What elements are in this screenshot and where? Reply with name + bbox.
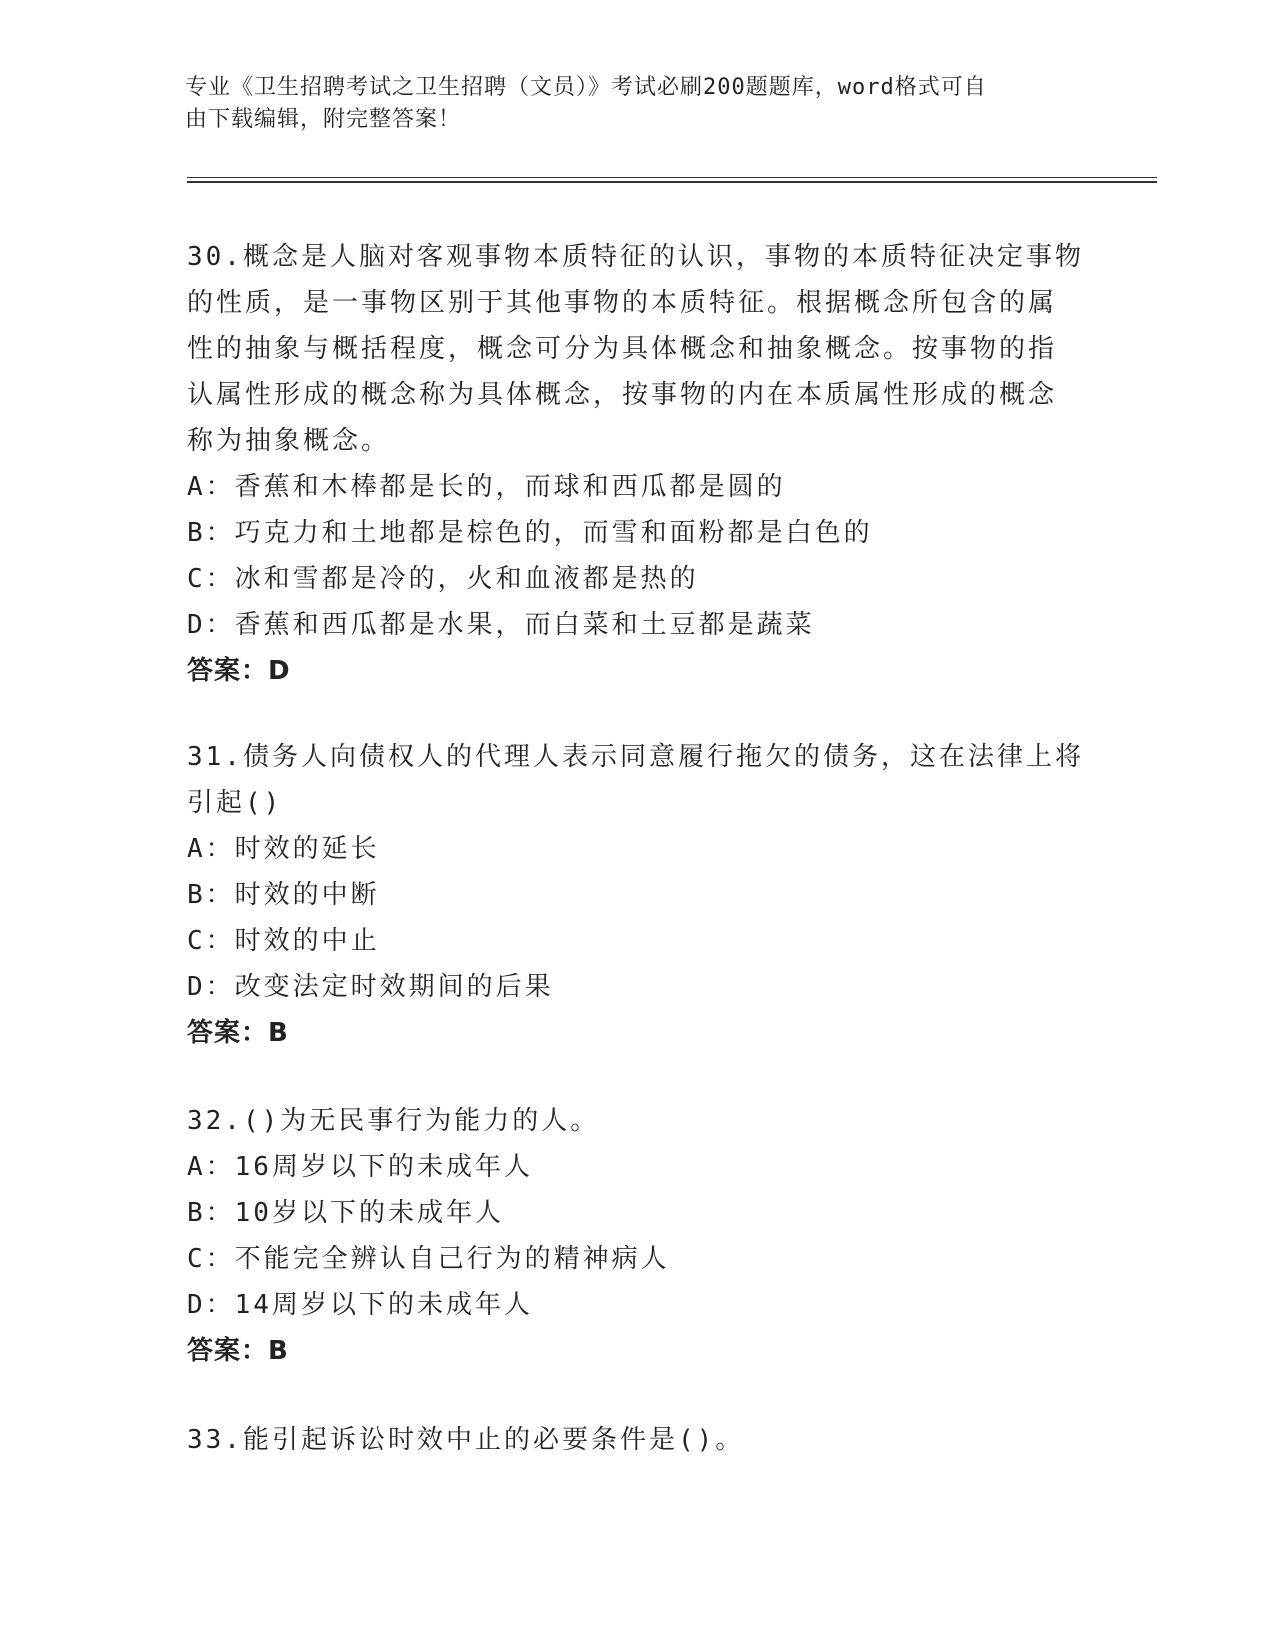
question-stem-line: 32.()为无民事行为能力的人。 <box>187 1106 600 1136</box>
option-c: C：时效的中止 <box>187 926 380 956</box>
option-b: B：10岁以下的未成年人 <box>187 1198 504 1228</box>
option-d: D：改变法定时效期间的后果 <box>187 972 554 1002</box>
question-stem-line: 的性质，是一事物区别于其他事物的本质特征。根据概念所包含的属 <box>187 288 1058 318</box>
option-c: C：冰和雪都是冷的，火和血液都是热的 <box>187 564 699 594</box>
header-line-2: 由下载编辑，附完整答案！ <box>185 107 462 132</box>
option-b: B：巧克力和土地都是棕色的，而雪和面粉都是白色的 <box>187 518 873 548</box>
option-d: D：14周岁以下的未成年人 <box>187 1290 533 1320</box>
header-line-1: 专业《卫生招聘考试之卫生招聘（文员）》考试必刷200题题库，word格式可自 <box>185 75 987 100</box>
question-stem-line: 性的抽象与概括程度，概念可分为具体概念和抽象概念。按事物的指 <box>187 334 1058 364</box>
option-b: B：时效的中断 <box>187 880 380 910</box>
question-stem-line: 31.债务人向债权人的代理人表示同意履行拖欠的债务，这在法律上将 <box>187 742 1084 772</box>
answer-label: 答案：D <box>187 656 291 686</box>
question-33 <box>187 1417 1087 1463</box>
option-d: D：香蕉和西瓜都是水果，而白菜和土豆都是蔬菜 <box>187 610 815 640</box>
question-30 <box>187 234 1087 694</box>
question-stem-line: 认属性形成的概念称为具体概念，按事物的内在本质属性形成的概念 <box>187 380 1058 410</box>
option-a: A：16周岁以下的未成年人 <box>187 1152 533 1182</box>
header-divider-thin <box>187 177 1157 178</box>
question-32 <box>187 1098 1087 1374</box>
answer-label: 答案：B <box>187 1018 289 1048</box>
header-divider-thick <box>187 181 1157 183</box>
option-a: A：时效的延长 <box>187 834 380 864</box>
document-header <box>185 72 1085 136</box>
question-31 <box>187 734 1087 1056</box>
answer-label: 答案：B <box>187 1336 289 1366</box>
question-stem-line: 称为抽象概念。 <box>187 426 391 456</box>
question-stem-line: 引起() <box>187 788 283 818</box>
option-a: A：香蕉和木棒都是长的，而球和西瓜都是圆的 <box>187 472 786 502</box>
option-c: C：不能完全辨认自己行为的精神病人 <box>187 1244 670 1274</box>
question-stem-line: 30.概念是人脑对客观事物本质特征的认识，事物的本质特征决定事物 <box>187 242 1084 272</box>
question-stem-line: 33.能引起诉讼时效中止的必要条件是()。 <box>187 1425 745 1455</box>
